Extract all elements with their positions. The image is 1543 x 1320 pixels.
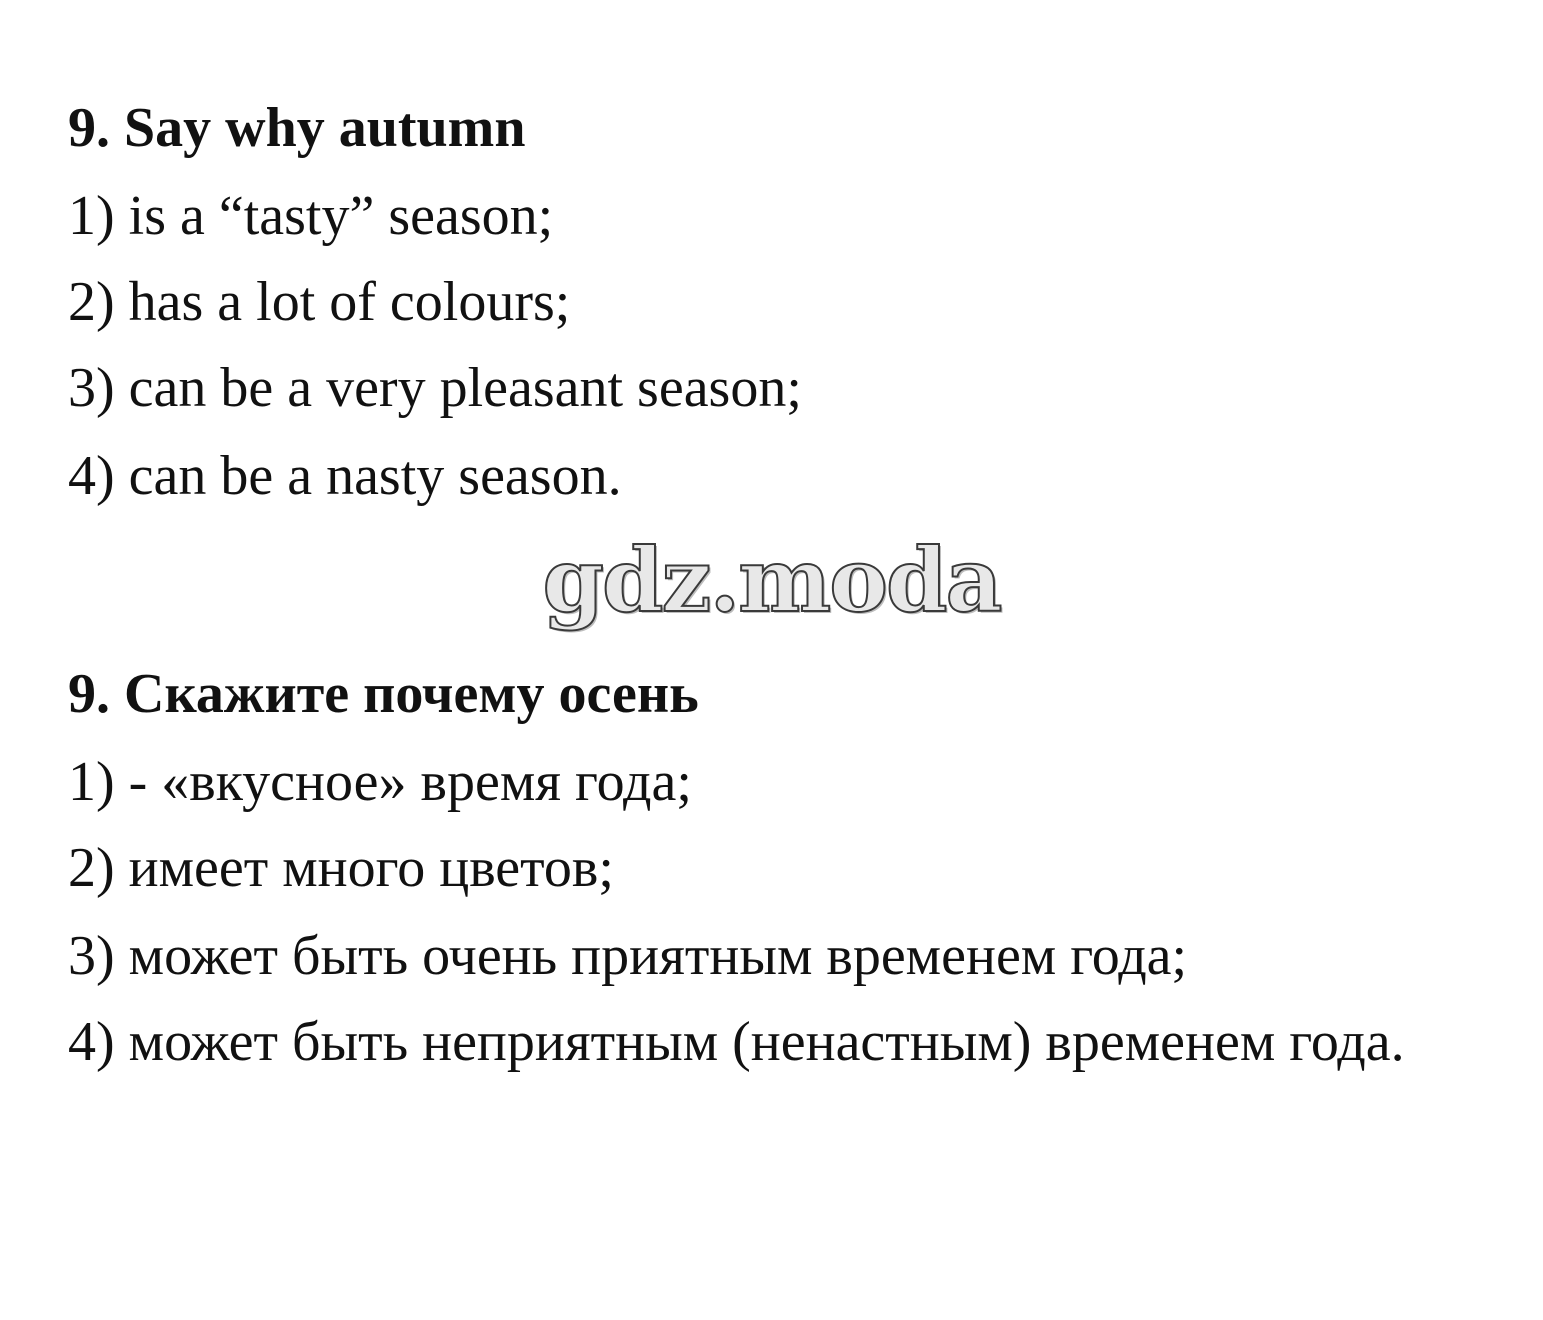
english-item-1: 1) is a “tasty” season; xyxy=(68,185,554,247)
english-item-3: 3) can be a very pleasant season; xyxy=(68,357,802,419)
russian-item-1: 1) - «вкусное» время года; xyxy=(68,751,692,813)
russian-heading: 9. Скажите почему осень xyxy=(68,663,699,725)
english-item-2: 2) has a lot of colours; xyxy=(68,271,571,333)
watermark-logo: gdz.moda xyxy=(542,528,1001,632)
english-item-4: 4) can be a nasty season. xyxy=(68,445,622,507)
english-heading: 9. Say why autumn xyxy=(68,97,526,159)
russian-item-2: 2) имеет много цветов; xyxy=(68,837,614,899)
russian-item-4: 4) может быть неприятным (ненастным) временем года. xyxy=(68,1011,1405,1073)
russian-item-3: 3) может быть очень приятным временем года; xyxy=(68,925,1188,987)
